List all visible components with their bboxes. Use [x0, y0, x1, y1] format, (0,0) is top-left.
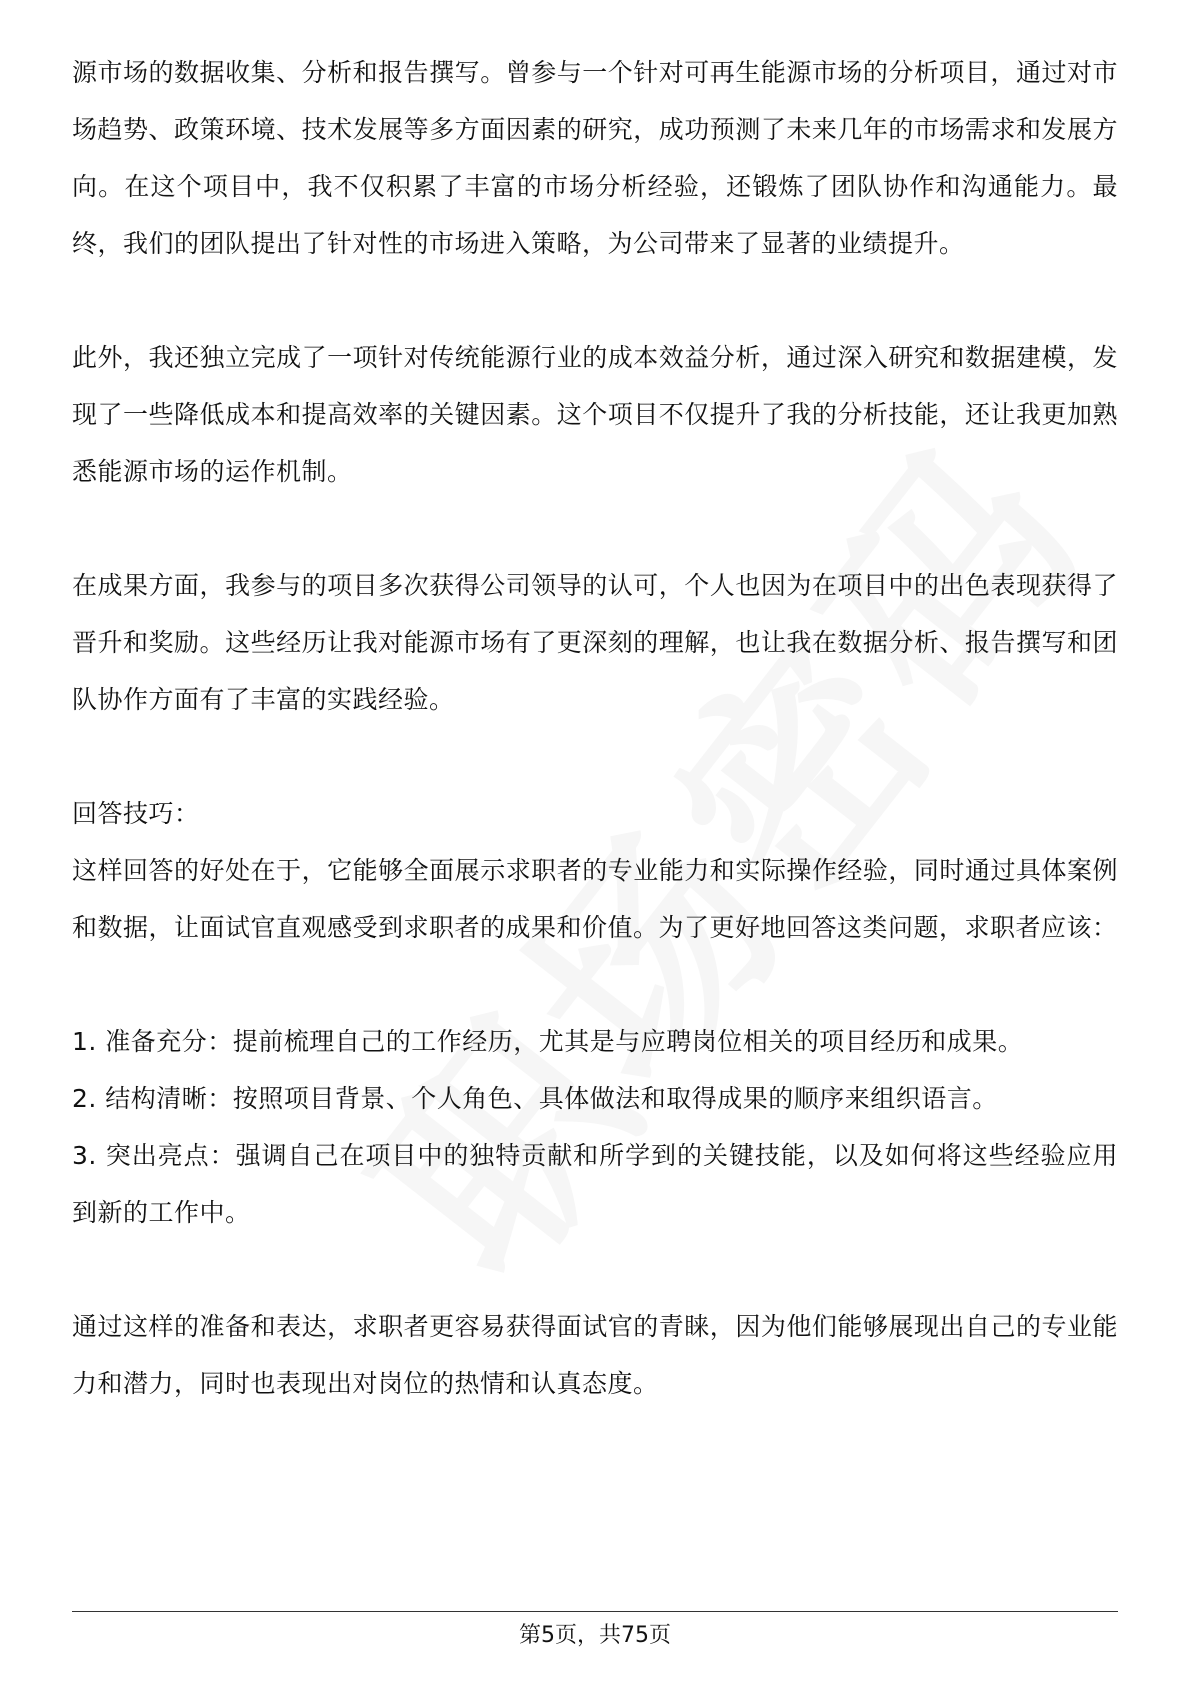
document-body [72, 44, 1118, 1412]
paragraph-cost-analysis: 此外，我还独立完成了一项针对传统能源行业的成本效益分析，通过深入研究和数据建模，发现了一些降低成本和提高效率的关键因素。这个项目不仅提升了我的分析技能，还让我更加熟悉能源市场的运作机制。 [72, 343, 1118, 486]
paragraph-tips-intro: 这样回答的好处在于，它能够全面展示求职者的专业能力和实际操作经验，同时通过具体案例和数据，让面试官直观感受到求职者的成果和价值。为了更好地回答这类问题，求职者应该： [72, 856, 1118, 942]
paragraph-conclusion: 通过这样的准备和表达，求职者更容易获得面试官的青睐，因为他们能够展现出自己的专业能力和潜力，同时也表现出对岗位的热情和认真态度。 [72, 1312, 1118, 1398]
page-number: 第5页，共75页 [519, 1623, 671, 1648]
footer-divider [72, 1611, 1118, 1612]
list-item: 2. 结构清晰：按照项目背景、个人角色、具体做法和取得成果的顺序来组织语言。 [72, 1084, 998, 1113]
tips-heading: 回答技巧： [72, 799, 200, 828]
paragraph-project-experience: 源市场的数据收集、分析和报告撰写。曾参与一个针对可再生能源市场的分析项目，通过对市场趋势、政策环境、技术发展等多方面因素的研究，成功预测了未来几年的市场需求和发展方向。在这个项目中，我不仅积累了丰富的市场分析经验，还锻炼了团队协作和沟通能力。最终，我们的团队提出了针对性的市场进入策略，为公司带来了显著的业绩提升。 [72, 58, 1118, 258]
list-item: 3. 突出亮点：强调自己在项目中的独特贡献和所学到的关键技能，以及如何将这些经验应用到新的工作中。 [72, 1141, 1118, 1227]
paragraph-achievements: 在成果方面，我参与的项目多次获得公司领导的认可，个人也因为在项目中的出色表现获得了晋升和奖励。这些经历让我对能源市场有了更深刻的理解，也让我在数据分析、报告撰写和团队协作方面有了丰富的实践经验。 [72, 571, 1118, 714]
list-item: 1. 准备充分：提前梳理自己的工作经历，尤其是与应聘岗位相关的项目经历和成果。 [72, 1027, 1024, 1056]
